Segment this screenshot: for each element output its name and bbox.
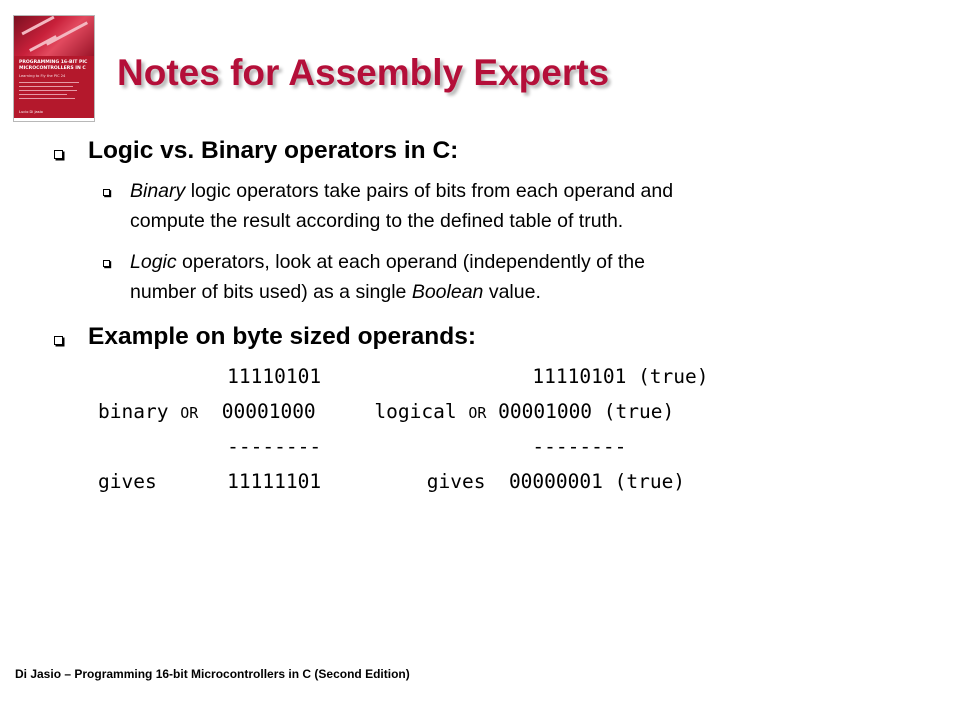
sub-bullet-binary	[130, 176, 860, 236]
logic-text-post: value.	[483, 281, 541, 303]
code-value: 11110101	[532, 365, 627, 388]
code-row-3	[98, 430, 709, 465]
sub-bullet-binary-line2: compute the result according to the defined table of truth.	[130, 210, 624, 232]
sub-bullet-logic	[130, 247, 860, 307]
sub-bullet-binary-line1	[130, 176, 860, 206]
code-dashes: --------	[532, 435, 627, 458]
code-value: 00001000	[221, 399, 316, 423]
bullet-square-icon	[54, 336, 63, 345]
footer-citation: Di Jasio – Programming 16-bit Microcontrollers in C (Second Edition)	[15, 667, 410, 681]
cover-author: Lucio Di Jasio	[19, 110, 43, 114]
code-value: 11111101	[227, 469, 322, 493]
code-operator: OR	[468, 403, 487, 422]
code-value: 11110101	[227, 365, 322, 388]
logic-text-pre: number of bits used) as a single	[130, 281, 412, 303]
logic-emphasis: Logic	[130, 251, 177, 273]
code-note: (true)	[603, 399, 675, 423]
sub-bullet-logic-line1	[130, 247, 860, 277]
book-cover-image	[13, 15, 95, 122]
sub-bullet-square-icon	[103, 189, 110, 196]
code-label: binary	[98, 399, 169, 423]
code-label: gives	[426, 469, 486, 493]
code-operator: OR	[180, 403, 199, 422]
code-note: (true)	[614, 469, 686, 493]
code-label: logical	[374, 399, 457, 423]
bullet-heading-example: Example on byte sized operands:	[88, 323, 477, 350]
code-value: 00000001	[508, 469, 603, 493]
code-value: 00001000	[498, 399, 593, 423]
boolean-emphasis: Boolean	[411, 281, 484, 303]
cover-title: PROGRAMMING 16-BIT PIC MICROCONTROLLERS IN C	[19, 60, 88, 71]
sub-bullet-square-icon	[103, 260, 110, 267]
logic-text: operators, look at each operand (independently of the	[176, 251, 645, 273]
bullet-heading-logic-vs-binary: Logic vs. Binary operators in C:	[88, 137, 459, 164]
bullet-square-icon	[54, 150, 63, 159]
code-row-2	[98, 395, 709, 431]
code-label: gives	[98, 469, 157, 493]
code-note: (true)	[638, 365, 709, 388]
cover-graphic	[14, 16, 94, 56]
code-example	[98, 360, 709, 499]
binary-emphasis: Binary	[130, 180, 186, 202]
sub-bullet-logic-line2	[130, 277, 860, 307]
code-dashes: --------	[227, 435, 322, 458]
binary-text: logic operators take pairs of bits from each operand and	[185, 180, 674, 202]
slide-title: Notes for Assembly Experts	[117, 52, 610, 93]
code-row-1	[98, 360, 709, 395]
code-row-4	[98, 465, 709, 500]
cover-subtitle: Learning to Fly the PIC 24	[19, 74, 66, 78]
